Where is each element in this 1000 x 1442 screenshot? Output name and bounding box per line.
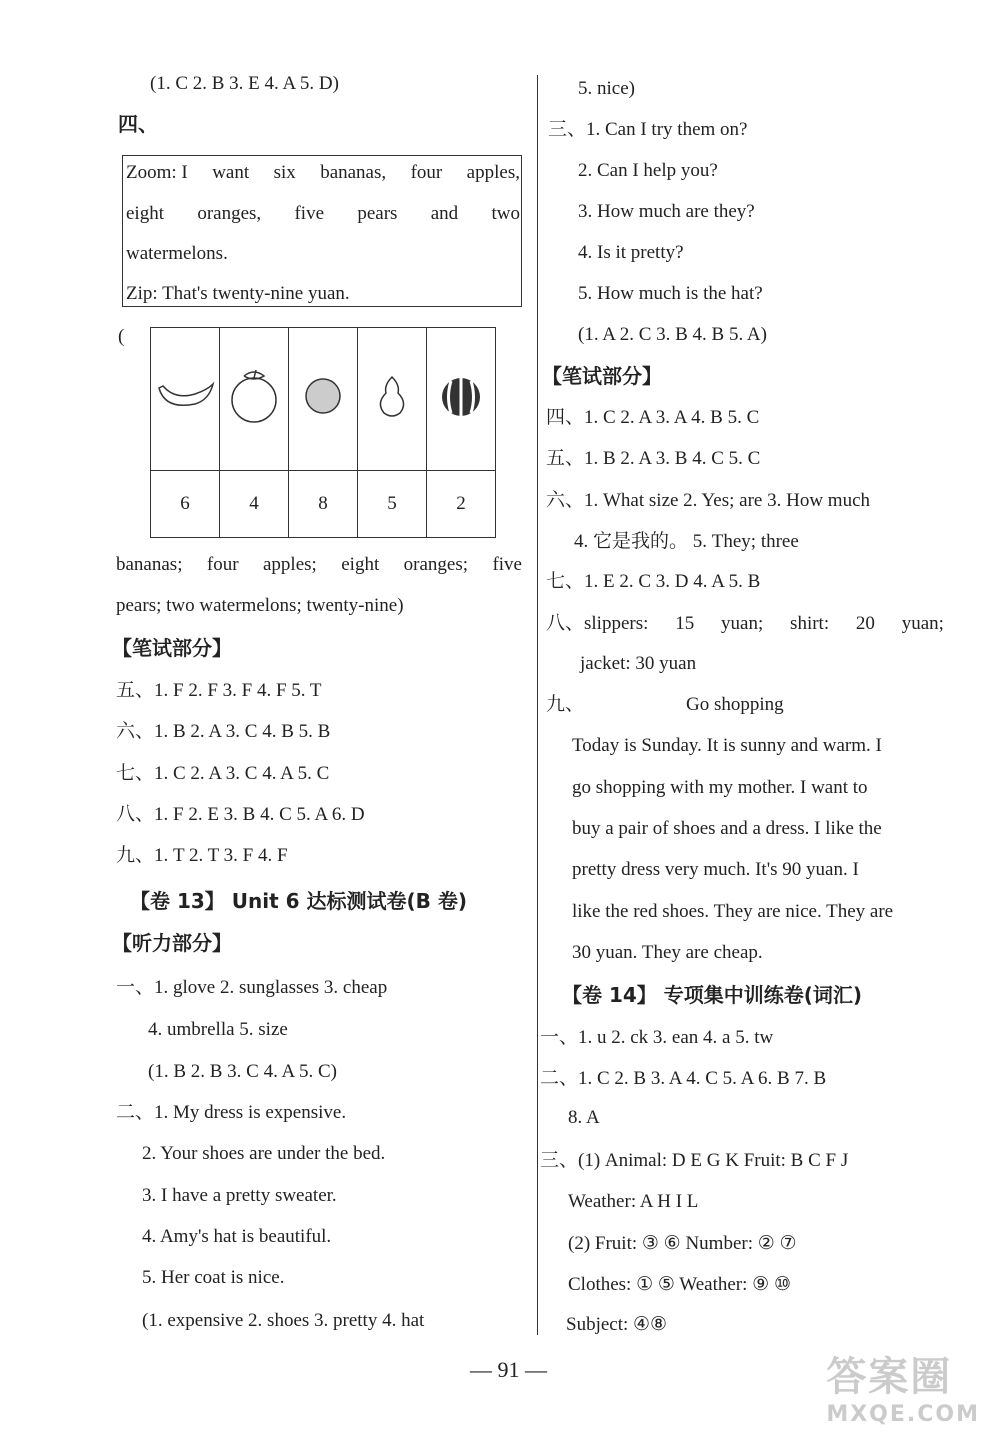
answer-line: 二、1. C 2. B 3. A 4. C 5. A 6. B 7. B [540,1068,827,1089]
dialogue-line-1: Zoom: I want six bananas, four apples, [126,162,520,183]
answer-line: 4. Is it pretty? [578,242,684,263]
answer-line: 5. Her coat is nice. [142,1267,285,1288]
page-number: — 91 — [470,1357,547,1382]
answer-line: 4. 它是我的。 5. They; three [574,531,799,552]
answer-line: (1. A 2. C 3. B 4. B 5. A) [578,324,767,345]
unit-heading: 【卷 14】 专项集中训练卷(词汇) [562,983,863,1007]
answer-line: 六、1. B 2. A 3. C 4. B 5. B [116,721,331,742]
fruit-count-table [150,327,496,538]
answer-line: 3. I have a pretty sweater. [142,1185,337,1206]
essay-title: Go shopping [686,694,784,715]
answer-line: 4. Amy's hat is beautiful. [142,1226,332,1247]
answer-line: 5. How much is the hat? [578,283,763,304]
count-cell: 6 [151,471,220,538]
answer-line: 4. umbrella 5. size [148,1019,288,1040]
essay-line: pretty dress very much. It's 90 yuan. I [572,859,859,880]
answer-line: (2) Fruit: ③ ⑥ Number: ② ⑦ [568,1233,797,1254]
answer-line: 5. nice) [578,78,635,99]
answer-line: 3. How much are they? [578,201,755,222]
essay-line: Today is Sunday. It is sunny and warm. I [572,735,882,756]
orange-icon [289,328,358,471]
answer-line: 三、(1) Animal: D E G K Fruit: B C F J [540,1150,849,1171]
answer-line: 九、1. T 2. T 3. F 4. F [116,845,288,866]
essay-line: 30 yuan. They are cheap. [572,942,763,963]
apple-icon [220,328,289,471]
answer-line: 一、1. u 2. ck 3. ean 4. a 5. tw [540,1027,774,1048]
dialogue-line-2: eight oranges, five pears and two [126,203,520,224]
dialogue-line-4: Zip: That's twenty-nine yuan. [126,283,350,304]
unit-heading: 【卷 13】 Unit 6 达标测试卷(B 卷) [130,889,467,913]
column-divider [537,75,538,1335]
answer-line: pears; two watermelons; twenty-nine) [116,595,404,616]
section-heading: 【听力部分】 [112,931,232,955]
answer-line: 五、1. F 2. F 3. F 4. F 5. T [116,680,322,701]
pear-icon [358,328,427,471]
answer-line: 五、1. B 2. A 3. B 4. C 5. C [546,448,761,469]
answer-line: (1. B 2. B 3. C 4. A 5. C) [148,1061,337,1082]
answer-line: 一、1. glove 2. sunglasses 3. cheap [116,977,388,998]
answer-line: 七、1. E 2. C 3. D 4. A 5. B [546,571,761,592]
dialogue-box [122,155,522,307]
open-paren: ( [118,326,125,347]
answer-line: (1. C 2. B 3. E 4. A 5. D) [150,73,339,94]
essay-line: go shopping with my mother. I want to [572,777,868,798]
site-watermark: 答案圈 MXQE.COM [826,1354,980,1427]
section-heading: 【笔试部分】 [112,636,232,660]
answer-line: Clothes: ① ⑤ Weather: ⑨ ⑩ [568,1274,791,1295]
count-cell: 4 [220,471,289,538]
answer-line: 六、1. What size 2. Yes; are 3. How much [546,490,871,511]
count-cell: 2 [427,471,496,538]
section-label: 九、 [546,694,585,715]
answer-line: 八、slippers: 15 yuan; shirt: 20 yuan; [546,613,944,634]
essay-line: like the red shoes. They are nice. They are [572,901,894,922]
watermelon-icon [427,328,496,471]
essay-line: buy a pair of shoes and a dress. I like the [572,818,882,839]
count-cell: 5 [358,471,427,538]
answer-line: Subject: ④⑧ [566,1314,668,1335]
dialogue-line-3: watermelons. [126,243,228,264]
answer-line: (1. expensive 2. shoes 3. pretty 4. hat [142,1310,425,1331]
answer-line: jacket: 30 yuan [580,653,697,674]
answer-line: 四、1. C 2. A 3. A 4. B 5. C [546,407,760,428]
count-cell: 8 [289,471,358,538]
answer-line: 8. A [568,1107,600,1128]
answer-line: bananas; four apples; eight oranges; five [116,554,522,575]
answer-line: 2. Can I help you? [578,160,718,181]
answer-line: 三、1. Can I try them on? [548,119,748,140]
answer-line: 七、1. C 2. A 3. C 4. A 5. C [116,763,330,784]
section-heading: 【笔试部分】 [542,364,662,388]
banana-icon [151,328,220,471]
section-heading: 四、 [118,112,158,136]
answer-line: 八、1. F 2. E 3. B 4. C 5. A 6. D [116,804,365,825]
answer-line: 2. Your shoes are under the bed. [142,1143,386,1164]
answer-line: Weather: A H I L [568,1191,699,1212]
answer-line: 二、1. My dress is expensive. [116,1102,347,1123]
